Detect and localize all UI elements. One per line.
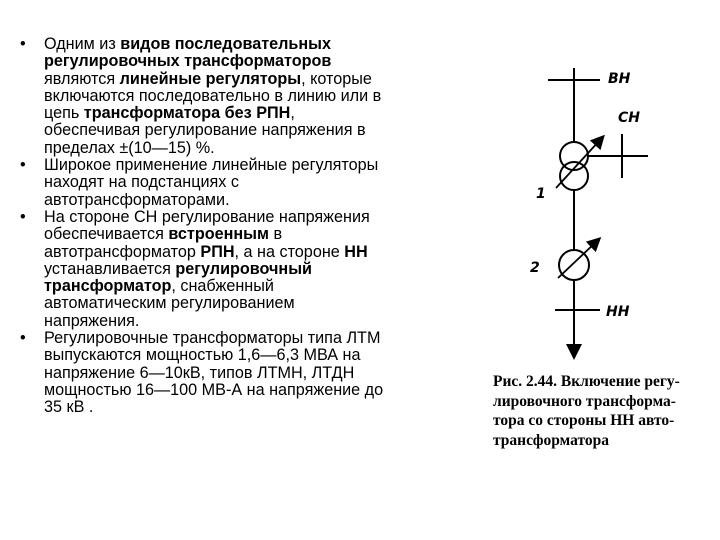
caption-line: трансформатора xyxy=(493,431,609,449)
bullet-line xyxy=(44,71,480,88)
bullet-line xyxy=(44,105,480,122)
text-segment: , xyxy=(290,104,295,123)
regulating-transformer-circle xyxy=(559,250,589,280)
bullet-line xyxy=(44,88,480,105)
text-segment: Широкое применение линейные регуляторы xyxy=(44,156,379,175)
bullet-line xyxy=(44,209,480,226)
text-segment: устанавливается xyxy=(44,259,176,278)
bullet-line xyxy=(44,313,480,330)
bullet-line xyxy=(44,244,480,261)
bullet-line xyxy=(44,157,480,174)
caption-line: тора со стороны НН авто- xyxy=(493,412,675,429)
text-segment: обеспечивается xyxy=(44,225,169,244)
bullet-line xyxy=(44,347,480,364)
bullet-line xyxy=(44,365,480,382)
bold-text: трансформатор xyxy=(44,277,172,296)
bullet-marker: • xyxy=(20,329,26,348)
bold-text: НН xyxy=(344,242,368,261)
text-segment: цепь xyxy=(44,104,84,123)
bullet-marker: • xyxy=(20,35,26,53)
bullet-line xyxy=(44,192,480,209)
bullet-line xyxy=(44,140,480,157)
bullet-marker: • xyxy=(20,156,26,175)
bullet-line xyxy=(44,53,480,70)
text-segment: , а на стороне xyxy=(234,242,345,261)
bullet-line xyxy=(44,226,480,243)
figure-caption xyxy=(493,372,708,450)
text-segment: находят на подстанциях с xyxy=(44,173,239,192)
caption-line: Рис. 2.44. Включение регу- xyxy=(493,373,680,390)
label-vn: ВН xyxy=(608,71,631,87)
text-segment: включаются последовательно в линию или в xyxy=(44,86,382,105)
text-segment: пределах ±(10—15) %. xyxy=(44,138,215,157)
bullet-line xyxy=(44,330,480,347)
label-sn: СН xyxy=(618,110,640,126)
text-segment: Одним из xyxy=(44,35,121,53)
text-segment: На стороне СН регулирование напряжения xyxy=(44,207,370,226)
bullet-line xyxy=(44,261,480,278)
caption-line: лировочного трансформа- xyxy=(493,392,676,410)
text-segment: обеспечивая регулирование напряжения в xyxy=(44,121,366,140)
bullet-item xyxy=(20,330,480,416)
text-segment: , снабженный xyxy=(171,277,274,296)
bold-text: регулировочный xyxy=(175,259,312,278)
text-segment: Регулировочные трансформаторы типа ЛТМ xyxy=(44,329,381,348)
bold-text: регулировочных трансформаторов xyxy=(44,52,332,71)
text-segment: автотрансформаторами. xyxy=(44,190,230,209)
text-segment: являются xyxy=(44,69,120,88)
bullet-item xyxy=(20,209,480,330)
bullet-line xyxy=(44,399,480,416)
label-nn: НН xyxy=(606,304,630,320)
text-segment: в xyxy=(269,225,283,244)
text-segment: 35 кВ . xyxy=(44,398,94,417)
label-n1: 1 xyxy=(536,186,546,202)
bullet-line xyxy=(44,122,480,139)
text-segment: напряжения. xyxy=(44,311,140,330)
bullet-item xyxy=(20,36,480,157)
bullet-marker: • xyxy=(20,207,26,226)
text-segment: мощностью 16—100 МВ-А на напряжение до xyxy=(44,380,384,399)
bold-text: встроенным xyxy=(168,225,269,244)
regulating-transformer-arrow xyxy=(558,242,596,278)
bold-text: линейные регуляторы xyxy=(119,69,302,88)
text-segment: автотрансформатор xyxy=(44,242,201,261)
bullet-line xyxy=(44,382,480,399)
bullet-line xyxy=(44,278,480,295)
bullet-list xyxy=(20,36,480,417)
text-segment: автоматическим регулированием xyxy=(44,294,295,313)
bullet-line xyxy=(44,295,480,312)
text-segment: выпускаются мощностью 1,6—6,3 МВА на xyxy=(44,346,361,365)
text-segment: напряжение 6—10кВ, типов ЛТМН, ЛТДН xyxy=(44,363,355,382)
label-n2: 2 xyxy=(530,260,540,276)
autotransformer-circle-lower xyxy=(560,162,588,190)
bullet-line xyxy=(44,36,480,53)
bullet-line xyxy=(44,174,480,191)
bold-text: РПН xyxy=(200,242,235,261)
text-segment: , которые xyxy=(301,69,372,88)
bold-text: видов последовательных xyxy=(120,35,331,53)
regulating-transformer-diagram xyxy=(500,60,700,360)
bold-text: трансформатора без РПН xyxy=(83,104,291,123)
bullet-item xyxy=(20,157,480,209)
